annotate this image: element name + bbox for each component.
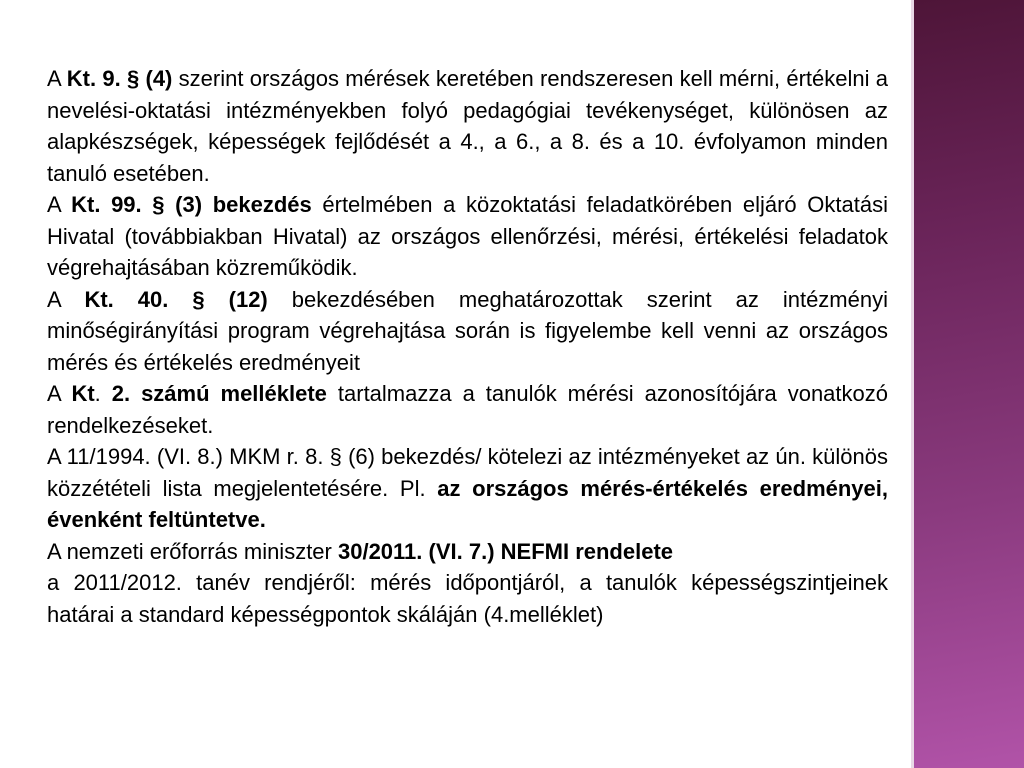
text-run: A: [47, 192, 72, 217]
decorative-side-band: [914, 0, 1024, 768]
text-run: A 11/1994. (VI. 8.) MKM r. 8. § (6) bekezdés/ kötelezi az intézményeket az ún. különös közzétételi lista megjelentetésére. Pl.: [47, 444, 888, 501]
text-run: .: [94, 381, 112, 406]
text-run: szerint országos mérések keretében rendszeresen kell mérni, értékelni a nevelési-oktatási intézményekben folyó pedagógiai tevékenységet, különösen az alapkészségek, képességek fejlődését a 4., a 6., a 8. és a 10. évfolyamon minden tanuló esetében.: [47, 66, 889, 186]
text-run: a 2011/2012. tanév rendjéről: mérés időpontjáról, a tanulók képességszintjeinek határai a standard képességpontok skáláján (4.melléklet): [47, 570, 888, 627]
text-run: értelmében a közoktatási feladatkörében eljáró Oktatási Hivatal (továbbiakban Hivatal) az országos ellenőrzési, mérési, értékelési feladatok végrehajtásában közreműködik.: [47, 192, 888, 280]
bold-run: 2. számú melléklete: [111, 381, 327, 406]
text-run: bekezdésében meghatározottak szerint az intézményi minőségirányítási program végrehajtása során is figyelembe kell venni az országos mérés és értékelés eredményeit: [47, 286, 888, 375]
bold-run: 30/2011. (VI. 7.) NEFMI rendelete: [337, 538, 674, 564]
text-run: A: [47, 66, 67, 91]
bold-run: Kt. 99. § (3) bekezdés: [71, 192, 312, 217]
text-run: tartalmazza a tanulók mérési azonosítójára vonatkozó rendelkezéseket.: [47, 381, 889, 438]
slide-body-text: [47, 63, 888, 630]
text-run: A: [47, 286, 85, 312]
paragraph-kt-9: [47, 63, 888, 189]
paragraph-school-year: [47, 567, 888, 630]
paragraph-kt-40: [47, 284, 888, 379]
paragraph-nefmi-decree: [47, 536, 888, 568]
bold-run: az országos mérés-értékelés eredményei, évenként feltüntetve.: [47, 475, 889, 532]
text-run: A: [47, 381, 72, 406]
bold-run: Kt. 9. § (4): [66, 66, 173, 91]
paragraph-mkm-decree: [47, 441, 888, 536]
bold-run: Kt. 40. § (12): [84, 286, 268, 312]
paragraph-kt-99: [47, 189, 888, 284]
paragraph-kt-annex-2: [47, 378, 888, 441]
bold-run: Kt: [71, 381, 95, 406]
text-run: A nemzeti erőforrás miniszter: [47, 538, 338, 564]
